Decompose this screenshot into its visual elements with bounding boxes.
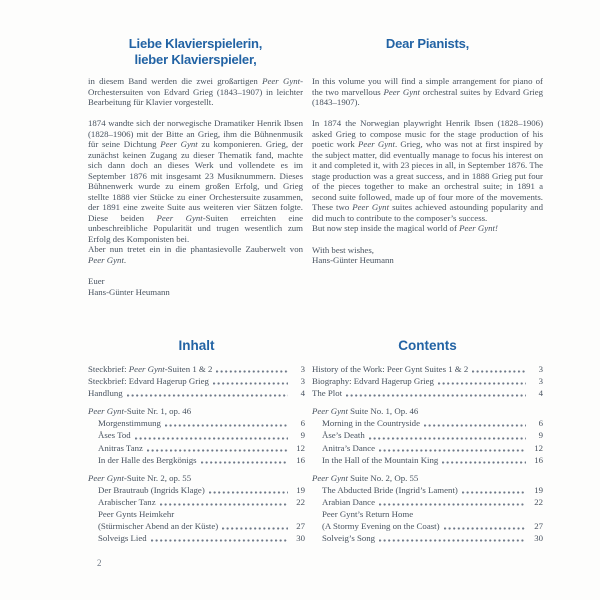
- text-run: (Stürmischer Abend an der Küste): [98, 521, 219, 532]
- text-run: Anitra’s Dance: [322, 442, 376, 453]
- text-run: Der Brautraub (Ingrids Klage): [98, 484, 205, 495]
- toc-section-heading: [88, 472, 305, 484]
- toc-row: [312, 387, 543, 399]
- toc-entry-label: [312, 387, 342, 399]
- toc-dot-leader: [201, 461, 288, 464]
- toc-row: [88, 387, 305, 399]
- toc-page-number: 22: [534, 496, 543, 507]
- text-run: -Suiten 1 & 2: [164, 364, 213, 374]
- text-run: Peer Gynt: [156, 212, 203, 223]
- toc-row: [312, 520, 543, 532]
- text-run: Handlung: [88, 388, 123, 399]
- toc-dot-leader: [151, 539, 288, 542]
- text-run: Peer Gynt: [88, 472, 124, 483]
- toc-entry-label: [98, 532, 147, 544]
- toc-entry-label: [322, 484, 458, 496]
- text-run: Morgenstimmung: [98, 418, 161, 429]
- toc-dot-leader: [462, 491, 526, 494]
- text-run: Suite No. 1, Op. 46: [347, 406, 419, 417]
- toc-dot-leader: [424, 424, 526, 427]
- text-run: zu komponieren. Grieg, der zunächst keinen Zugang zu dieser Thematik fand, machte sich dann doch an dieses Werk und vollendete es im September 1876 mit insgesamt 23 Musiknummern. Dieses Bühnenwerk wurde zu einem großen Erfolg, und Grieg stellte 1888 vier Stücke zu einer Orchestersuite zusammen, der 1891 eine zweite Suite aus weiteren vier Sätzen folgte. Diese beiden: [88, 139, 303, 223]
- toc-entry-label: [98, 417, 161, 429]
- text-run: Steckbrief:: [88, 364, 129, 374]
- toc-row: [312, 375, 543, 387]
- toc-page-number: 12: [534, 442, 543, 453]
- toc-dot-leader: [472, 370, 526, 373]
- toc-row: [312, 442, 543, 454]
- toc-row: [88, 532, 305, 544]
- toc-dot-leader: [379, 449, 526, 452]
- toc-entry-label: [322, 532, 375, 544]
- toc-entry-label: [322, 429, 365, 441]
- english-letter-title: [312, 36, 543, 67]
- toc-entry-label: [322, 417, 420, 429]
- toc-entry-label: [98, 442, 143, 454]
- toc-page-number: 6: [538, 418, 543, 429]
- paragraph: [312, 76, 543, 108]
- text-run: History of the Work: Peer Gynt Suites 1 & 2: [312, 364, 469, 374]
- toc-page-number: 19: [296, 484, 305, 495]
- toc-page-number: 30: [296, 533, 305, 544]
- foreword-german-column: [88, 36, 303, 297]
- toc-page-number: 3: [300, 376, 305, 387]
- toc-row: [88, 496, 305, 508]
- heading-line: lieber Klavierspieler,: [134, 51, 257, 67]
- text-run: orchestral suites by Edvard Grieg (1843–1907).: [312, 86, 543, 107]
- toc-entry-label: [322, 496, 375, 508]
- text-run: Steckbrief: Edvard Hagerup Grieg: [88, 376, 209, 387]
- toc-dot-leader: [160, 503, 288, 506]
- toc-section-heading: [312, 472, 543, 484]
- text-run: The Abducted Bride (Ingrid’s Lament): [322, 484, 458, 495]
- text-run: Peer Gynt: [358, 139, 395, 149]
- text-run: -Suiten erreichten eine unbeschreibliche Popularität und trugen wesentlich zum Erfolg des Komponisten bei.: [88, 212, 304, 244]
- toc-dot-leader: [209, 491, 288, 494]
- text-run: Arabischer Tanz: [98, 496, 156, 507]
- toc-dot-leader: [135, 437, 288, 440]
- text-run: In 1874 the Norwegian playwright Henrik Ibsen (1828–1906) asked Grieg to compose music for the stage production of his poetic work: [312, 118, 543, 149]
- paragraph: [88, 118, 303, 265]
- text-run: Solveigs Lied: [98, 533, 147, 544]
- paragraph: [88, 76, 303, 108]
- toc-row: [312, 508, 543, 520]
- toc-page-number: 16: [534, 454, 543, 465]
- text-run: Peer Gynt: [383, 86, 420, 97]
- toc-entry-label: [88, 363, 212, 375]
- toc-dot-leader: [442, 461, 526, 464]
- signoff-line: Hans-Günter Heumann: [312, 255, 394, 266]
- toc-entry-label: [98, 429, 131, 441]
- toc-entry-label: [88, 375, 209, 387]
- text-run: Biography: Edvard Hagerup Grieg: [312, 376, 434, 387]
- text-run: Peer Gynt: [128, 364, 165, 374]
- toc-row: [312, 532, 543, 544]
- toc-page-number: 16: [296, 454, 305, 465]
- toc-page-number: 3: [538, 376, 543, 387]
- text-run: 1874 wandte sich der norwegische Dramatiker Henrik Ibsen (1828–1906) mit der Bitte an Grieg, ihm die Bühnenmusik für seine Dichtung: [88, 118, 303, 149]
- toc-page-number: 6: [300, 418, 305, 429]
- toc-row: [88, 417, 305, 429]
- toc-entry-label: [322, 454, 438, 466]
- english-letter-body: [312, 76, 543, 234]
- toc-row: [88, 520, 305, 532]
- text-run: Peer Gynt: [312, 406, 348, 417]
- toc-page-number: 27: [534, 521, 543, 532]
- toc-page-number: 9: [538, 430, 543, 441]
- english-signoff: [312, 245, 543, 266]
- toc-row: [312, 454, 543, 466]
- text-run: Peer Gynt: [312, 472, 348, 483]
- toc-entry-label: [322, 520, 440, 532]
- signoff-line: Euer: [88, 276, 105, 286]
- toc-group: [312, 363, 543, 399]
- toc-group: [88, 405, 305, 465]
- german-letter-title: [88, 36, 303, 67]
- toc-entry-label: [322, 508, 413, 520]
- toc-page-number: 22: [296, 496, 305, 507]
- toc-group: [88, 472, 305, 545]
- toc-english-body: [312, 363, 543, 544]
- text-run: But now step inside the magical world of: [312, 223, 460, 233]
- text-run: suites achieved astounding popularity and did much to contribute to the composer’s success.: [312, 202, 543, 223]
- toc-row: [312, 496, 543, 508]
- toc-dot-leader: [444, 527, 526, 530]
- toc-dot-leader: [222, 527, 288, 530]
- text-run: Åses Tod: [98, 430, 131, 441]
- text-run: In this volume you will find a simple arrangement for piano of the two marvellous: [312, 76, 543, 97]
- toc-english: [312, 338, 543, 544]
- toc-page-number: 27: [296, 521, 305, 532]
- toc-entry-label: [322, 442, 375, 454]
- text-run: In der Halle des Bergkönigs: [98, 454, 197, 465]
- toc-dot-leader: [379, 539, 526, 542]
- toc-page-number: 4: [300, 388, 305, 399]
- text-run: Solveig’s Song: [322, 533, 376, 544]
- text-run: (A Stormy Evening on the Coast): [322, 521, 440, 532]
- toc-row: [88, 484, 305, 496]
- paragraph: [312, 118, 543, 234]
- toc-group: [312, 405, 543, 465]
- text-run: Morning in the Countryside: [322, 418, 420, 429]
- text-run: -Suite Nr. 1, op. 46: [123, 406, 192, 417]
- toc-entry-label: [98, 508, 174, 520]
- text-run: Arabian Dance: [322, 496, 375, 507]
- text-run: Åse’s Death: [322, 430, 365, 441]
- text-run: Peer Gynt!: [459, 223, 498, 233]
- toc-row: [88, 442, 305, 454]
- toc-row: [88, 454, 305, 466]
- signoff-line: Hans-Günter Heumann: [88, 286, 170, 297]
- toc-dot-leader: [369, 437, 526, 440]
- toc-entry-label: [312, 363, 468, 375]
- text-run: Peer Gynts Heimkehr: [98, 509, 175, 520]
- text-run: The Plot: [312, 388, 343, 399]
- text-run: . Grieg, who was not at first inspired by the subject matter, did eventually manage to focus his interest on it and completed it, with 23 pieces in all, in September 1876. The stage production was a great success, and in 1888 Grieg put four of the pieces together to make an orchestral suite; in 1891 a second suite followed, made up of four more of the movements. These two: [312, 139, 544, 212]
- text-run: -Orchestersuiten von Edvard Grieg (1843–1907) in leichter Bearbeitung für Klavier vorgestellt.: [88, 76, 304, 107]
- text-run: Peer Gynt: [88, 254, 124, 265]
- toc-page-number: 19: [534, 484, 543, 495]
- toc-group: [88, 363, 305, 399]
- toc-dot-leader: [379, 503, 526, 506]
- toc-dot-leader: [127, 394, 288, 397]
- page-number: 2: [97, 558, 102, 568]
- toc-row: [88, 429, 305, 441]
- text-run: Peer Gynt: [352, 202, 390, 212]
- toc-page-number: 30: [534, 533, 543, 544]
- toc-row: [88, 375, 305, 387]
- toc-english-title: Contents: [398, 338, 457, 353]
- toc-section-heading: [88, 405, 305, 417]
- toc-german: [88, 338, 305, 544]
- toc-entry-label: [98, 520, 218, 532]
- toc-entry-label: [98, 454, 197, 466]
- toc-german-title: Inhalt: [178, 338, 215, 353]
- toc-row: [88, 508, 305, 520]
- text-run: In the Hall of the Mountain King: [322, 454, 439, 465]
- text-run: Aber nun tretet ein in die phantasievolle Zauberwelt von: [88, 244, 303, 254]
- foreword-english-column: [312, 36, 543, 266]
- toc-entry-label: [312, 375, 434, 387]
- toc-row: [312, 484, 543, 496]
- toc-page-number: 3: [538, 364, 543, 374]
- toc-page-number: 3: [300, 364, 305, 374]
- toc-entry-label: [88, 387, 123, 399]
- toc-row: [88, 363, 305, 375]
- toc-section-heading: [312, 405, 543, 417]
- toc-row: [312, 417, 543, 429]
- text-run: in diesem Band werden die zwei großartigen: [88, 76, 263, 86]
- german-signoff: [88, 276, 303, 297]
- text-run: -Suite Nr. 2, op. 55: [123, 472, 192, 483]
- text-run: Peer Gynt’s Return Home: [322, 509, 414, 520]
- toc-page-number: 9: [300, 430, 305, 441]
- heading-line: Dear Pianists,: [385, 36, 470, 51]
- toc-entry-label: [98, 496, 156, 508]
- heading-line: Liebe Klavierspielerin,: [128, 36, 263, 51]
- toc-dot-leader: [346, 394, 526, 397]
- toc-dot-leader: [165, 424, 288, 427]
- signoff-line: With best wishes,: [312, 244, 374, 255]
- toc-dot-leader: [147, 449, 288, 452]
- german-letter-body: [88, 76, 303, 265]
- toc-group: [312, 472, 543, 545]
- text-run: Peer Gynt: [160, 139, 198, 149]
- toc-german-body: [88, 363, 305, 544]
- toc-dot-leader: [438, 382, 526, 385]
- text-run: .: [123, 254, 127, 265]
- toc-entry-label: [98, 484, 205, 496]
- toc-dot-leader: [213, 382, 288, 385]
- toc-page-number: 12: [296, 442, 305, 453]
- toc-page-number: 4: [538, 388, 543, 399]
- text-run: Anitras Tanz: [98, 442, 143, 453]
- toc-row: [312, 429, 543, 441]
- text-run: Peer Gynt: [262, 76, 301, 86]
- text-run: Peer Gynt: [88, 406, 124, 417]
- text-run: Suite No. 2, Op. 55: [347, 472, 419, 483]
- toc-row: [312, 363, 543, 375]
- toc-dot-leader: [216, 370, 288, 373]
